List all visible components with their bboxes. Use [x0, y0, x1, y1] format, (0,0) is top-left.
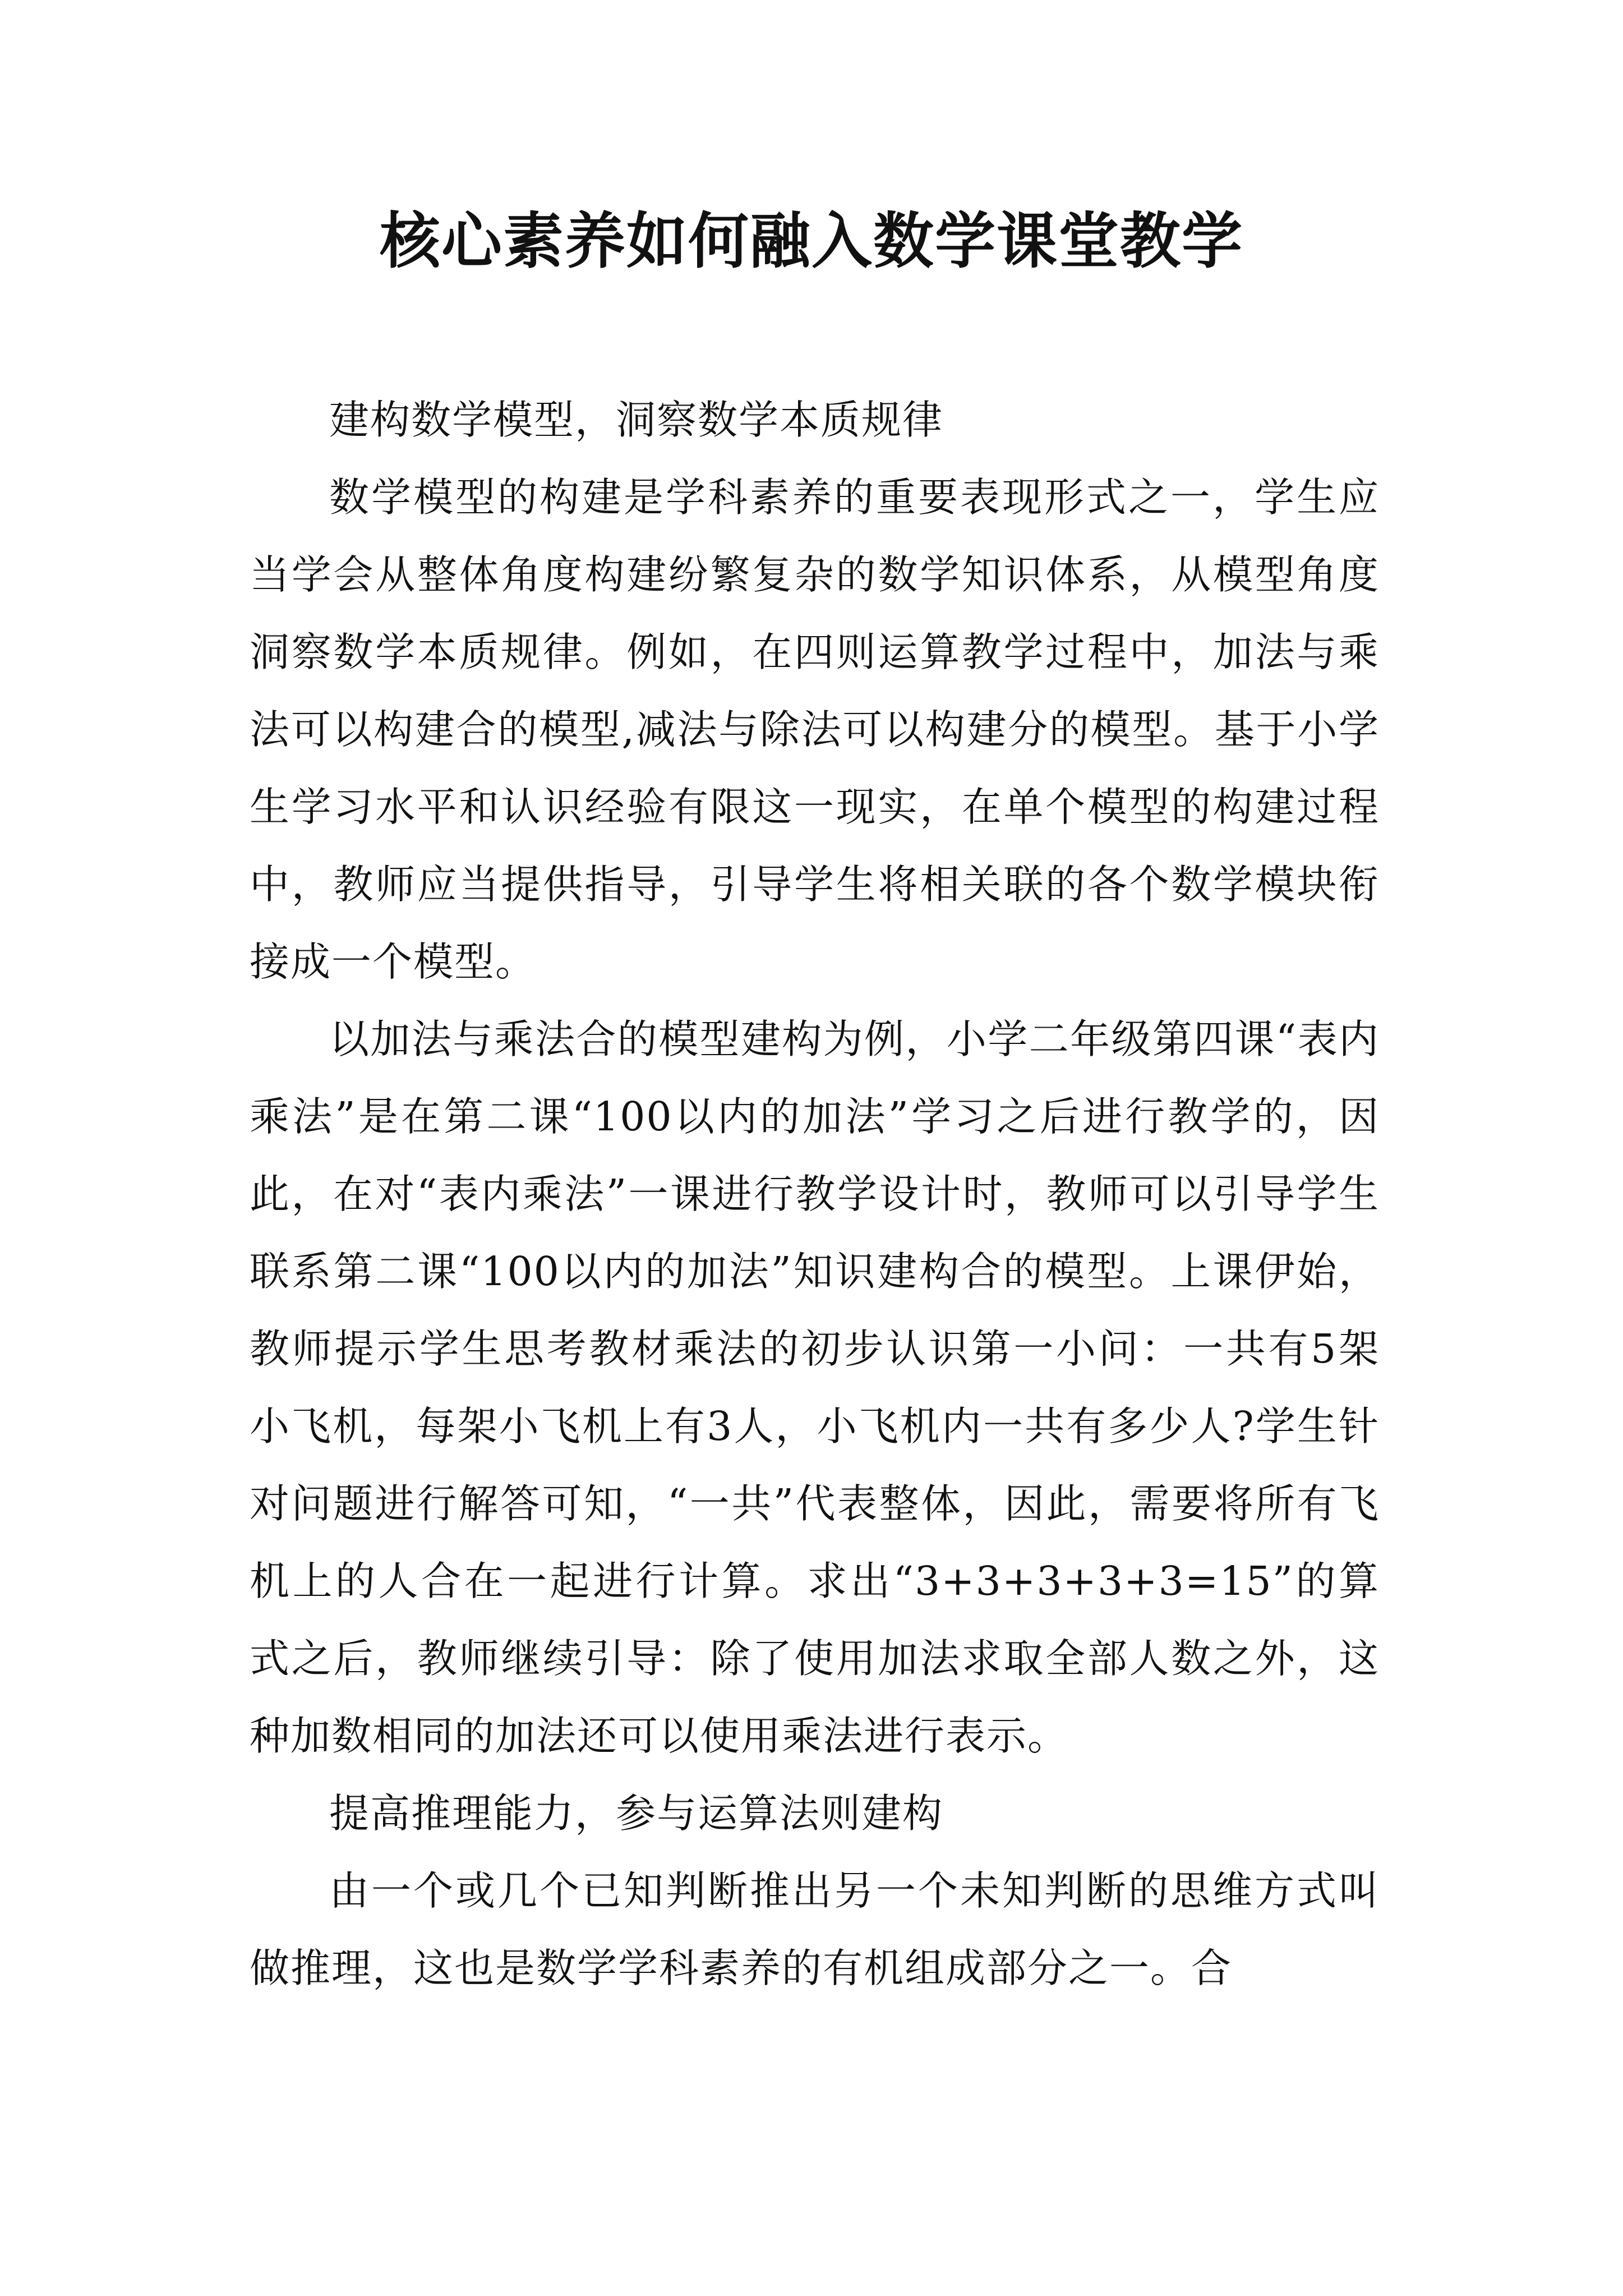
document-title: 核心素养如何融入数学课堂教学 — [379, 206, 1243, 277]
section-heading: 建构数学模型，洞察数学本质规律 — [329, 397, 944, 443]
section-heading: 提高推理能力，参与运算法则建构 — [329, 1790, 944, 1837]
body-paragraph: 数学模型的构建是学科素养的重要表现形式之一，学生应当学会从整体角度构建纷繁复杂的数学知识体系，从模型角度洞察数学本质规律。例如，在四则运算教学过程中，加法与乘法可以构建合的模型,减法与除法可以构建分的模型。基于小学生学习水平和认识经验有限这一现实，在单个模型的构建过程中，教师应当提供指导，引导学生将相关联的各个数学模块衔接成一个模型。 — [250, 474, 1380, 985]
body-paragraph: 由一个或几个已知判断推出另一个未知判断的思维方式叫做推理，这也是数学学科素养的有机组成部分之一。合 — [250, 1867, 1380, 1991]
document-body — [250, 381, 1380, 2007]
body-paragraph: 以加法与乘法合的模型建构为例，小学二年级第四课“表内乘法”是在第二课“100以内的加法”学习之后进行教学的，因此，在对“表内乘法”一课进行教学设计时，教师可以引导学生联系第二课“100以内的加法”知识建构合的模型。上课伊始，教师提示学生思考教材乘法的初步认识第一小问：一共有5架小飞机，每架小飞机上有3人，小飞机内一共有多少人?学生针对问题进行解答可知，“一共”代表整体，因此，需要将所有飞机上的人合在一起进行计算。求出“3+3+3+3+3=15”的算式之后，教师继续引导：除了使用加法求取全部人数之外，这种加数相同的加法还可以使用乘法进行表示。 — [250, 1016, 1380, 1759]
